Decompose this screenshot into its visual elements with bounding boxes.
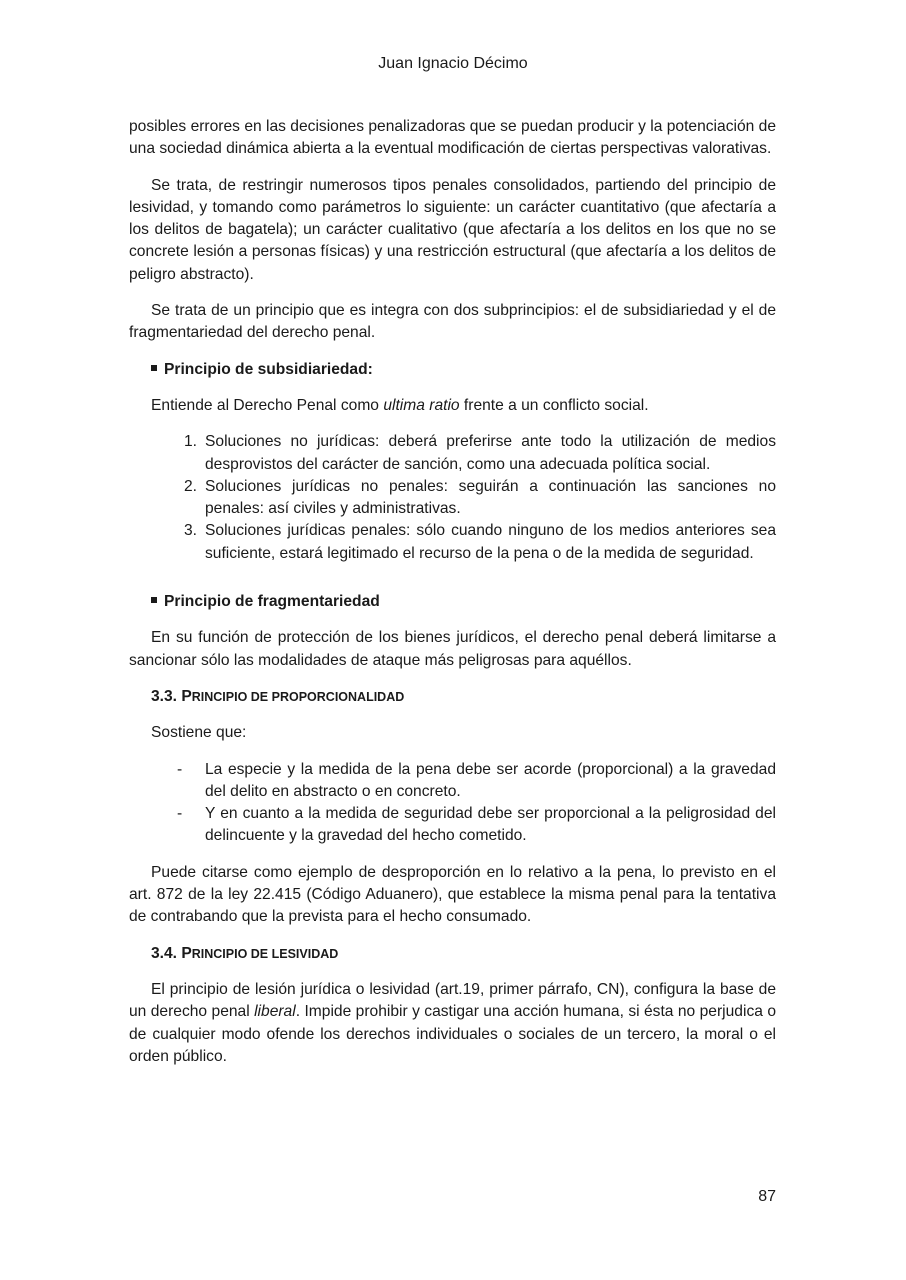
list-item-text: Soluciones jurídicas penales: sólo cuando ninguno de los medios anteriores sea suficiente, estará legitimado el recurso de la pena o de la medida de seguridad. [205, 522, 776, 562]
list-dash: - [177, 805, 183, 823]
list-number: 1. [183, 433, 197, 451]
list-item [129, 803, 776, 848]
square-bullet-icon [151, 597, 157, 603]
subheading-text: Principio de subsidiariedad: [164, 360, 373, 378]
numbered-list [129, 431, 776, 565]
list-item [129, 476, 776, 521]
paragraph: posibles errores en las decisiones penalizadoras que se puedan producir y la potenciación de una sociedad dinámica abierta a la eventual modificación de ciertas perspectivas valorativas. [129, 118, 776, 158]
list-number: 2. [183, 477, 197, 495]
section-heading-3-3 [151, 686, 776, 708]
list-item [129, 431, 776, 476]
list-item-text: Soluciones no jurídicas: deberá preferirse ante todo la utilización de medios desprovistos del carácter de sanción, como una adecuada política social. [205, 433, 776, 473]
section-heading-3-4 [151, 943, 776, 965]
list-item [129, 520, 776, 565]
section-title-initial: P [181, 687, 192, 705]
paragraph [129, 395, 776, 417]
text-span: Entiende al Derecho Penal como [151, 396, 384, 414]
paragraph [129, 979, 776, 1068]
list-item-text: Y en cuanto a la medida de seguridad debe ser proporcional a la peligrosidad del delincuente y la gravedad del hecho cometido. [205, 805, 776, 845]
section-number: 3.4. [151, 944, 182, 962]
list-number: 3. [183, 522, 197, 540]
page-body [129, 116, 776, 1068]
italic-term: liberal [254, 1003, 296, 1021]
list-item [129, 759, 776, 804]
section-title-initial: P [181, 944, 192, 962]
paragraph: Se trata, de restringir numerosos tipos penales consolidados, partiendo del principio de lesividad, y tomando como parámetros lo siguiente: un carácter cuantitativo (que afectaría a los delitos de bagatela); un carácter cualitativo (que afectaría a los delitos en los que no se concrete lesión a personas físicas) y una restricción estructural (que afectaría a los delitos de peligro abstracto). [129, 176, 776, 283]
page-number: 87 [758, 1188, 776, 1205]
list-item-text: Soluciones jurídicas no penales: seguirán a continuación las sanciones no penales: así civiles y administrativas. [205, 477, 776, 518]
paragraph: Se trata de un principio que es integra con dos subprincipios: el de subsidiariedad y el de fragmentariedad del derecho penal. [129, 302, 776, 342]
section-title-rest: RINCIPIO DE LESIVIDAD [191, 946, 339, 961]
list-dash: - [177, 760, 183, 778]
page-header: Juan Ignacio Décimo [378, 55, 528, 72]
paragraph: En su función de protección de los bienes jurídicos, el derecho penal deberá limitarse a sancionar sólo las modalidades de ataque más peligrosas para aquéllos. [129, 629, 776, 669]
subheading-text: Principio de fragmentariedad [164, 593, 380, 611]
dash-list [129, 759, 776, 848]
paragraph: Sostiene que: [151, 724, 247, 742]
section-number: 3.3. [151, 687, 182, 705]
text-span: . Impide prohibir y castigar una acción humana, si ésta no perjudica o de cualquier modo ofende los derechos individuales o sociales de un tercero, la moral o el orden público. [129, 1003, 776, 1065]
subheading-fragmentariedad [151, 591, 776, 613]
italic-term: ultima ratio [383, 396, 460, 414]
list-item-text: La especie y la medida de la pena debe ser acorde (proporcional) a la gravedad del delito en abstracto o en concreto. [205, 760, 776, 800]
text-span: frente a un conflicto social. [459, 396, 649, 414]
text-span: El principio de lesión jurídica o lesividad (art.19, primer párrafo, CN), configura la base de un derecho penal [129, 980, 776, 1021]
paragraph: Puede citarse como ejemplo de desproporción en lo relativo a la pena, lo previsto en el art. 872 de la ley 22.415 (Código Aduanero), que establece la misma penal para la tentativa de contrabando que la prevista para el hecho consumado. [129, 863, 776, 926]
square-bullet-icon [151, 365, 157, 371]
subheading-subsidiariedad [151, 359, 776, 381]
section-title-rest: RINCIPIO DE PROPORCIONALIDAD [191, 689, 405, 704]
